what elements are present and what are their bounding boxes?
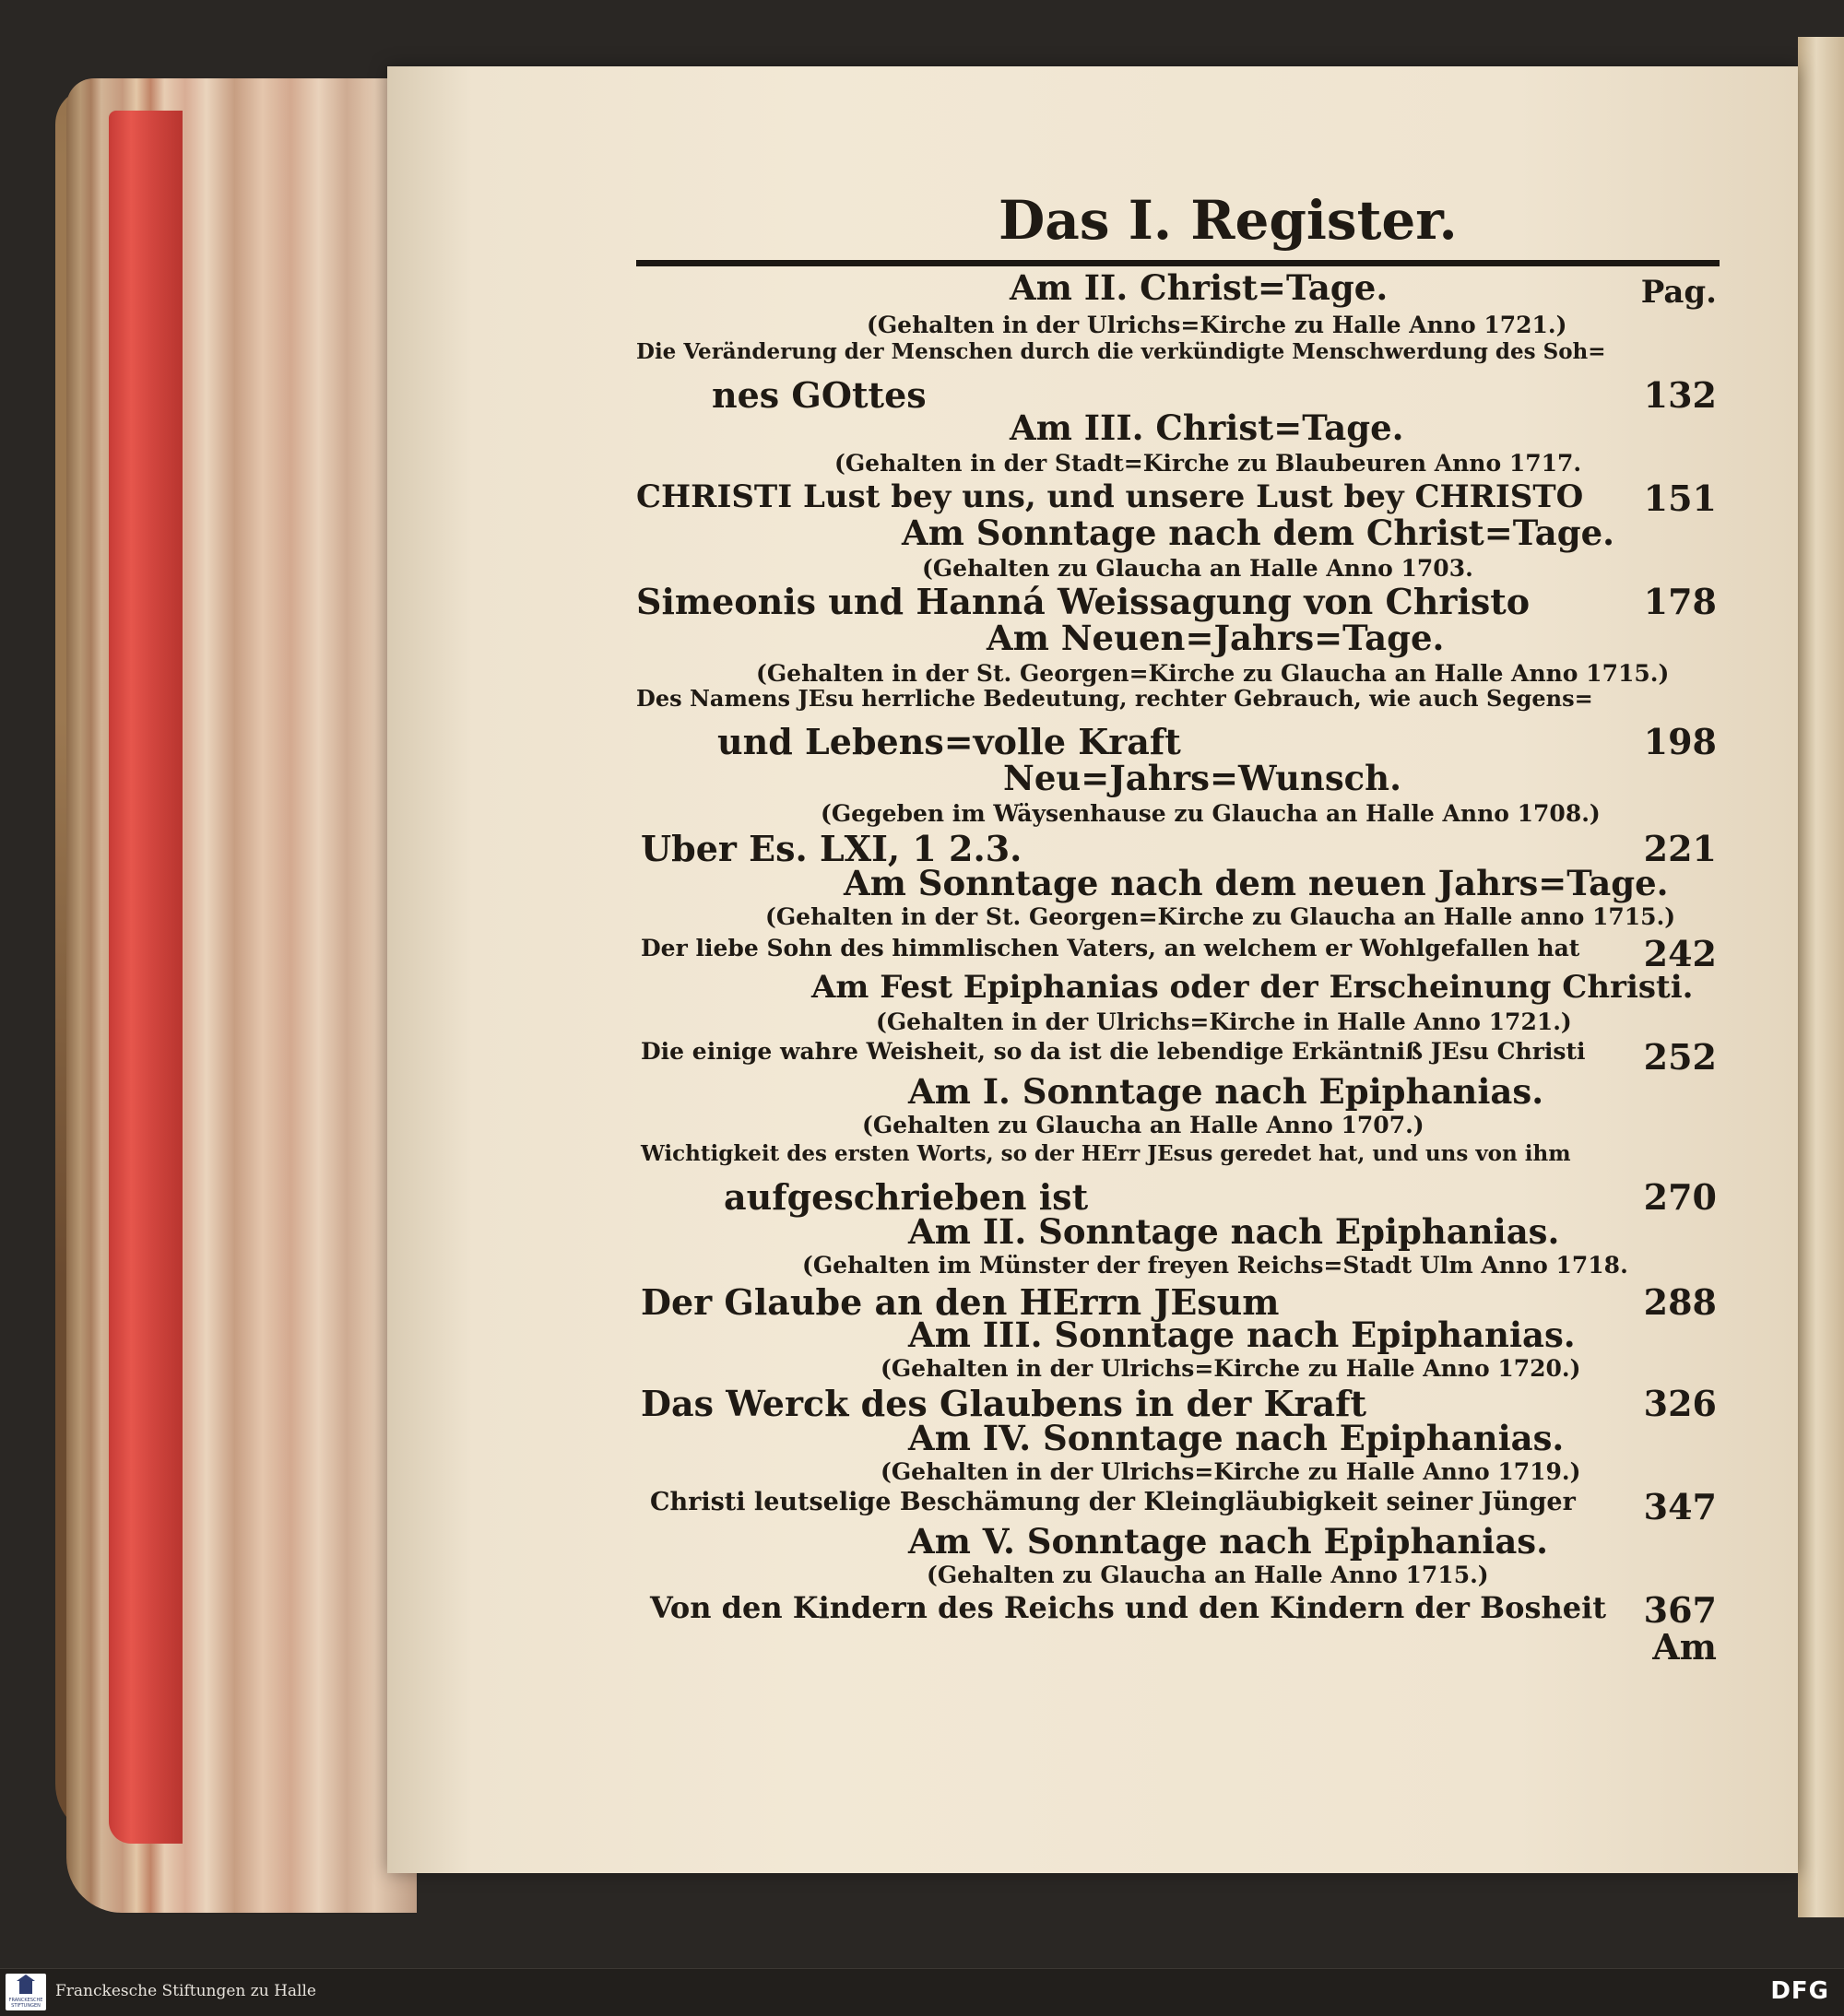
page-number: 288: [1643, 1281, 1717, 1323]
section-note: (Gehalten in der Stadt=Kirche zu Blaubeuren Anno 1717.: [834, 450, 1582, 477]
title-rule: [636, 260, 1720, 266]
page-number: 347: [1643, 1486, 1717, 1527]
section-note: (Gehalten zu Glaucha an Halle Anno 1703.: [922, 555, 1473, 582]
section-heading: Am Fest Epiphanias oder der Erscheinung Christi.: [811, 969, 1694, 1006]
page-number: 252: [1643, 1036, 1717, 1078]
section-note: (Gehalten in der Ulrichs=Kirche zu Halle Anno 1719.): [881, 1458, 1581, 1485]
section-note: (Gehalten in der Ulrichs=Kirche in Halle Anno 1721.): [876, 1008, 1572, 1035]
page-number: 178: [1643, 581, 1717, 622]
section-heading: Neu=Jahrs=Wunsch.: [1003, 758, 1401, 798]
entry-title: Christi leutselige Beschämung der Kleingläubigkeit seiner Jünger: [650, 1488, 1576, 1516]
entry-title: Der liebe Sohn des himmlischen Vaters, an welchem er Wohlgefallen hat: [641, 935, 1580, 961]
entry-title: aufgeschrieben ist: [724, 1176, 1089, 1218]
entry-title: Uber Es. LXI, 1 2.3.: [641, 828, 1022, 869]
section-heading: Am III. Sonntage nach Epiphanias.: [908, 1315, 1576, 1355]
catchword: Am: [1652, 1626, 1717, 1668]
section-heading: Am III. Christ=Tage.: [1010, 407, 1404, 448]
logo-text: FRANCKESCHE STIFTUNGEN: [8, 1998, 43, 2009]
entry-title: Die einige wahre Weisheit, so da ist die lebendige Erkäntniß JEsu Christi: [641, 1038, 1586, 1065]
section-note: (Gehalten im Münster der freyen Reichs=Stadt Ulm Anno 1718.: [802, 1252, 1628, 1279]
section-note: (Gegeben im Wäysenhause zu Glaucha an Halle Anno 1708.): [821, 800, 1601, 827]
page-number: 242: [1643, 933, 1717, 974]
pag-label: Pag.: [1640, 274, 1717, 311]
section-heading: Am Neuen=Jahrs=Tage.: [987, 618, 1445, 658]
entry-title: und Lebens=volle Kraft: [717, 721, 1181, 762]
page-number: 151: [1643, 477, 1717, 519]
dfg-logo[interactable]: DFG: [1770, 1977, 1829, 2005]
section-heading: Am II. Christ=Tage.: [1010, 267, 1389, 308]
entry-title: Wichtigkeit des ersten Worts, so der HErr JEsus geredet hat, und uns von ihm: [641, 1141, 1571, 1166]
section-note: (Gehalten in der Ulrichs=Kirche zu Halle Anno 1721.): [867, 312, 1567, 338]
entry-title: Die Veränderung der Menschen durch die verkündigte Menschwerdung des Soh=: [636, 339, 1606, 364]
section-note: (Gehalten zu Glaucha an Halle Anno 1707.): [862, 1112, 1424, 1138]
section-note: (Gehalten zu Glaucha an Halle Anno 1715.): [927, 1562, 1489, 1588]
page-number: 132: [1643, 374, 1717, 416]
page-title: Das I. Register.: [999, 189, 1458, 252]
page-number: 326: [1643, 1383, 1717, 1424]
section-note: (Gehalten in der St. Georgen=Kirche zu Glaucha an Halle anno 1715.): [765, 903, 1676, 930]
facing-page-edge: [1798, 37, 1844, 1917]
section-note: (Gehalten in der Ulrichs=Kirche zu Halle Anno 1720.): [881, 1355, 1581, 1382]
page-number: 198: [1643, 721, 1717, 762]
section-heading: Am I. Sonntage nach Epiphanias.: [908, 1071, 1544, 1112]
section-note: (Gehalten in der St. Georgen=Kirche zu Glaucha an Halle Anno 1715.): [756, 660, 1670, 687]
section-heading: Am V. Sonntage nach Epiphanias.: [908, 1521, 1549, 1562]
entry-title: Simeonis und Hanná Weissagung von Christo: [636, 581, 1531, 622]
page-number: 221: [1643, 828, 1717, 869]
entry-title: Von den Kindern des Reichs und den Kindern der Bosheit: [650, 1590, 1607, 1625]
logo-building-icon: [19, 1979, 32, 1994]
entry-title: Des Namens JEsu herrliche Bedeutung, rechter Gebrauch, wie auch Segens=: [636, 685, 1593, 712]
footer-org-name: Franckesche Stiftungen zu Halle: [55, 1982, 316, 2000]
franckesche-logo[interactable]: [6, 1974, 46, 2010]
entry-title: Das Werck des Glaubens in der Kraft: [641, 1383, 1367, 1424]
red-page-edge: [109, 111, 183, 1844]
section-heading: Am Sonntage nach dem Christ=Tage.: [902, 513, 1615, 553]
entry-title: nes GOttes: [712, 374, 927, 416]
page-number: 270: [1643, 1176, 1717, 1218]
entry-title: Der Glaube an den HErrn JEsum: [641, 1281, 1280, 1323]
footer-bar: [0, 1968, 1844, 2016]
page-number: 367: [1643, 1589, 1717, 1631]
section-heading: Am II. Sonntage nach Epiphanias.: [908, 1211, 1560, 1252]
section-heading: Am IV. Sonntage nach Epiphanias.: [908, 1418, 1565, 1458]
entry-title: CHRISTI Lust bey uns, und unsere Lust bey CHRISTO: [636, 478, 1584, 515]
section-heading: Am Sonntage nach dem neuen Jahrs=Tage.: [844, 863, 1669, 903]
